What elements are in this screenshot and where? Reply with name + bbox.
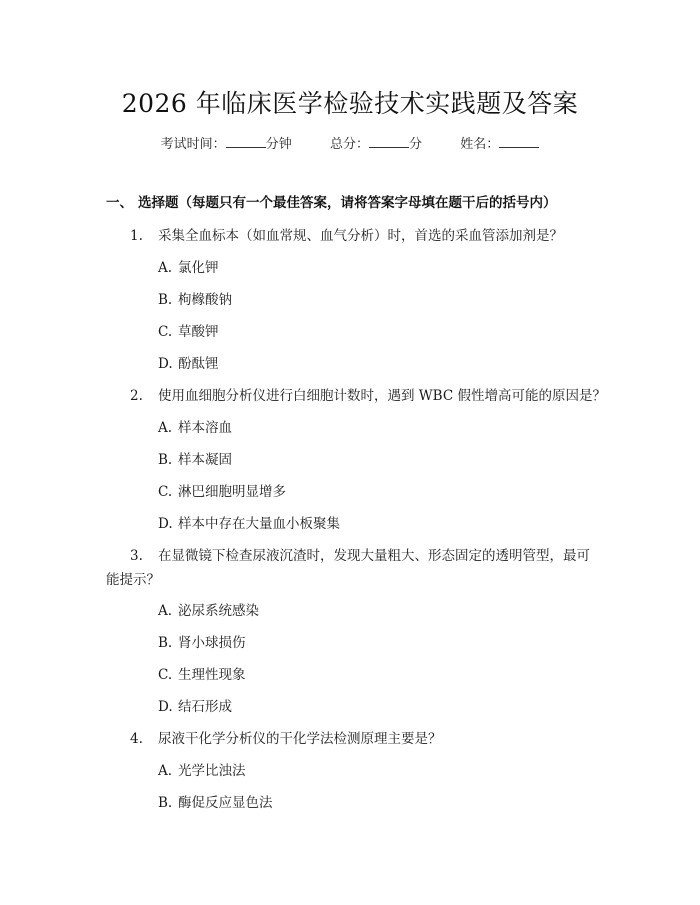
option-1a <box>158 256 219 276</box>
question-2 <box>130 384 606 404</box>
option-text: 结石形成 <box>178 699 232 715</box>
question-number: 1. <box>130 228 143 244</box>
question-text: 尿液干化学分析仪的干化学法检测原理主要是？ <box>158 731 442 747</box>
option-4b <box>158 791 273 811</box>
option-letter: B. <box>158 635 173 651</box>
section-heading <box>106 191 557 211</box>
section-number: 一、 <box>106 195 133 211</box>
option-text: 草酸钾 <box>178 324 219 340</box>
time-blank <box>226 135 266 148</box>
option-text: 样本凝固 <box>178 452 232 468</box>
option-3c <box>158 663 246 683</box>
time-unit: 分钟 <box>265 137 292 152</box>
question-text-line-1: 在显微镜下检查尿液沉渣时，发现大量粗大、形态固定的透明管型，最可 <box>158 548 590 564</box>
option-text: 生理性现象 <box>178 667 246 683</box>
question-number: 3. <box>130 548 143 564</box>
option-letter: D. <box>158 699 173 715</box>
option-letter: A. <box>158 420 173 436</box>
score-label: 总分： <box>329 137 369 152</box>
exam-meta-line <box>0 133 700 152</box>
question-1 <box>130 224 563 244</box>
option-letter: D. <box>158 516 173 532</box>
option-1d <box>158 352 219 372</box>
option-text: 氯化钾 <box>178 260 219 276</box>
option-3d <box>158 695 232 715</box>
score-unit: 分 <box>409 137 423 152</box>
option-letter: B. <box>158 795 173 811</box>
option-text: 样本中存在大量血小板聚集 <box>178 516 340 532</box>
option-text: 泌尿系统感染 <box>178 603 259 619</box>
option-letter: C. <box>158 324 173 340</box>
option-3b <box>158 631 246 651</box>
score-blank <box>369 135 409 148</box>
question-3 <box>130 544 590 564</box>
option-1b <box>158 288 232 308</box>
option-letter: B. <box>158 452 173 468</box>
question-text: 使用血细胞分析仪进行白细胞计数时，遇到 WBC 假性增高可能的原因是？ <box>158 388 606 404</box>
option-text: 样本溶血 <box>178 420 232 436</box>
option-text: 枸橼酸钠 <box>178 292 232 308</box>
option-letter: A. <box>158 260 173 276</box>
option-letter: B. <box>158 292 173 308</box>
option-2c <box>158 480 286 500</box>
question-number: 4. <box>130 731 143 747</box>
question-3-continuation <box>106 568 160 588</box>
question-number: 2. <box>130 388 143 404</box>
option-2d <box>158 512 340 532</box>
question-text: 采集全血标本（如血常规、血气分析）时，首选的采血管添加剂是？ <box>158 228 563 244</box>
name-label: 姓名： <box>460 137 500 152</box>
section-title: 选择题（每题只有一个最佳答案，请将答案字母填在题干后的括号内） <box>138 195 557 211</box>
question-text-line-2: 能提示？ <box>106 572 160 588</box>
question-4 <box>130 727 442 747</box>
option-text: 酚酞锂 <box>178 356 219 372</box>
option-letter: A. <box>158 603 173 619</box>
name-blank <box>499 135 539 148</box>
option-2b <box>158 448 232 468</box>
option-4a <box>158 759 246 779</box>
option-letter: D. <box>158 356 173 372</box>
option-text: 光学比浊法 <box>178 763 246 779</box>
option-letter: C. <box>158 667 173 683</box>
option-text: 肾小球损伤 <box>178 635 246 651</box>
document-title: 2026 年临床医学检验技术实践题及答案 <box>121 89 579 118</box>
option-2a <box>158 416 232 436</box>
option-letter: A. <box>158 763 173 779</box>
option-text: 酶促反应显色法 <box>178 795 273 811</box>
option-3a <box>158 599 259 619</box>
option-text: 淋巴细胞明显增多 <box>178 484 286 500</box>
option-1c <box>158 320 219 340</box>
option-letter: C. <box>158 484 173 500</box>
time-label: 考试时间： <box>160 137 226 152</box>
